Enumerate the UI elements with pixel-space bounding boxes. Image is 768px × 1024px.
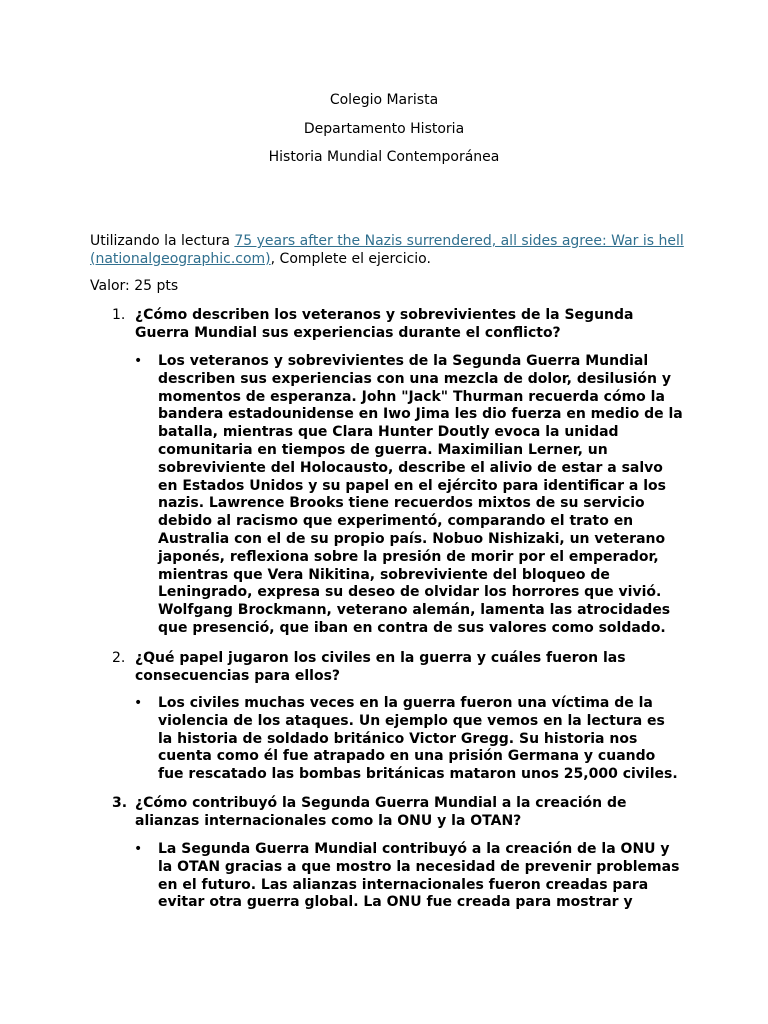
points-value: Valor: 25 pts <box>90 278 179 294</box>
answer-text: Los civiles muchas veces en la guerra fueron una víctima de la violencia de los ataques. Un ejemplo que vemos en la lectura es la historia de soldado británico Victor Gregg. Su historia nos cuenta como él fue atrapado en una prisión Germana y cuando fue rescatado las bombas británicas mataron unos 25,000 civiles. <box>158 695 678 783</box>
article-link[interactable]: 75 years after the Nazis surrendered, all sides agree: War is hell (nationalgeographic.com) <box>90 233 684 267</box>
question-text: ¿Cómo contribuyó la Segunda Guerra Mundial a la creación de alianzas internacionales como la ONU y la OTAN? <box>135 795 627 829</box>
question-text: ¿Qué papel jugaron los civiles en la guerra y cuáles fueron las consecuencias para ellos? <box>135 650 626 684</box>
bullet-icon: • <box>134 841 143 857</box>
answer-2 <box>134 695 683 784</box>
question-number: 2. <box>112 650 126 666</box>
question-3 <box>113 795 673 831</box>
question-number: 3. <box>112 795 128 811</box>
school-name: Colegio Marista <box>329 92 439 108</box>
question-1 <box>113 307 673 343</box>
intro-prefix: Utilizando la lectura <box>90 233 235 249</box>
document-header <box>0 92 768 178</box>
bullet-icon: • <box>134 695 143 711</box>
question-text: ¿Cómo describen los veteranos y sobrevivientes de la Segunda Guerra Mundial sus experiencias durante el conflicto? <box>135 307 634 341</box>
course-name: Historia Mundial Contemporánea <box>268 149 500 165</box>
bullet-icon: • <box>134 353 143 369</box>
question-2 <box>113 650 673 686</box>
intro-suffix: , Complete el ejercicio. <box>270 250 431 267</box>
intro-paragraph <box>90 233 690 269</box>
answer-3 <box>134 841 683 912</box>
answer-1 <box>134 353 683 638</box>
department-name: Departamento Historia <box>303 120 465 137</box>
answer-text: La Segunda Guerra Mundial contribuyó a la creación de la ONU y la OTAN gracias a que mostro la necesidad de prevenir problemas en el futuro. Las alianzas internacionales fueron creadas para evitar otra guerra global. La ONU fue creada para mostrar y <box>158 841 680 911</box>
answer-text: Los veteranos y sobrevivientes de la Segunda Guerra Mundial describen sus experiencias con una mezcla de dolor, desilusión y momentos de esperanza. John "Jack" Thurman recuerda cómo la bandera estadounidense en Iwo Jima les dio fuerza en medio de la batalla, mientras que Clara Hunter Doutly evoca la unidad comunitaria en tiempos de guerra. Maximilian Lerner, un sobreviviente del Holocausto, describe el alivio de estar a salvo en Estados Unidos y su papel en el ejército para identificar a los nazis. Lawrence Brooks tiene recuerdos mixtos de su servicio debido al racismo que experimentó, comparando el trato en Australia con el de su propio país. Nobuo Nishizaki, un veterano japonés, reflexiona sobre la presión de morir por el emperador, mientras que Vera Nikitina, sobreviviente del bloqueo de Leningrado, expresa su deseo de olvidar los horrores que vivió. Wolfgang Brockmann, veterano alemán, lamenta las atrocidades que presenció, que iban en contra de sus valores como soldado. <box>158 353 683 636</box>
question-number: 1. <box>112 307 126 323</box>
